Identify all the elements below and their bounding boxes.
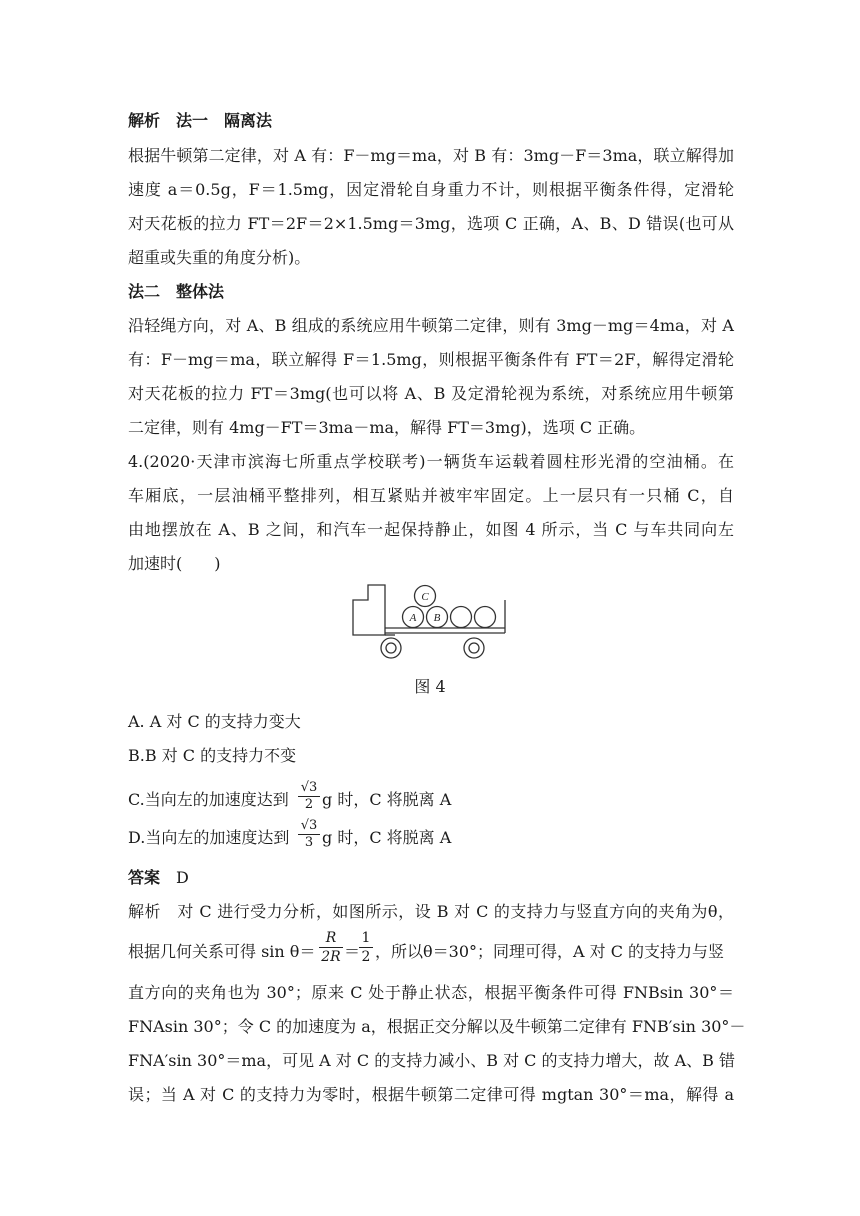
fraction-denominator: 3 (304, 835, 314, 850)
text-line: 有：F－mg＝ma，联立解得 F＝1.5mg，则根据平衡条件有 FT＝2F，解得定滑轮 (128, 350, 734, 369)
option-a: A. A 对 C 的支持力变大 (128, 712, 301, 731)
fraction (319, 929, 343, 966)
figure-caption: 图 4 (414, 677, 446, 696)
analysis-line: 误；当 A 对 C 的支持力为零时，根据牛顿第二定律可得 mgtan 30°＝ma，解得 a (128, 1085, 734, 1104)
analysis-line-fraction (128, 929, 734, 975)
option-c-prefix: C.当向左的加速度达到 (128, 790, 289, 809)
label-a: A (409, 612, 417, 624)
option-d (128, 818, 734, 858)
fraction-numerator: R (319, 929, 343, 948)
fraction-numerator: √3 (298, 818, 320, 835)
fraction-denominator: 2 (361, 949, 371, 965)
text-line: 对天花板的拉力 FT＝3mg(也可以将 A、B 及定滑轮视为系统，对系统应用牛顿第 (128, 384, 734, 403)
fraction-denominator: 2R (321, 949, 341, 965)
answer-value: D (176, 868, 189, 887)
text-line: 沿轻绳方向，对 A、B 组成的系统应用牛顿第二定律，则有 3mg－mg＝4ma，对 A (128, 316, 734, 335)
drum (475, 607, 496, 628)
answer-line (128, 867, 734, 889)
label-b: B (433, 612, 441, 624)
text-line: 车厢底，一层油桶平整排列，相互紧贴并被牢牢固定。上一层只有一只桶 C，自 (128, 486, 734, 505)
fraction-numerator: √3 (298, 780, 320, 797)
drum (451, 607, 472, 628)
analysis-prefix: 根据几何关系可得 sin θ＝ (128, 942, 316, 961)
text-line: 由地摆放在 A、B 之间，和汽车一起保持静止，如图 4 所示，当 C 与车共同向左 (128, 520, 734, 539)
text-line: 二定律，则有 4mg－FT＝3ma－ma，解得 FT＝3mg)，选项 C 正确。 (128, 418, 646, 437)
analysis-line: FNA′sin 30°＝ma，可见 A 对 C 的支持力减小、B 对 C 的支持力增大，故 A、B 错 (128, 1051, 735, 1070)
analysis-line: 直方向的夹角也为 30°；原来 C 处于静止状态，根据平衡条件可得 FNBsin 30°＝ (128, 983, 734, 1002)
equals-sign: ＝ (344, 942, 361, 961)
analysis-line: 解析 对 C 进行受力分析，如图所示，设 B 对 C 的支持力与竖直方向的夹角为θ， (128, 902, 734, 921)
option-b: B.B 对 C 的支持力不变 (128, 746, 297, 765)
text-line: 根据牛顿第二定律，对 A 有：F－mg＝ma，对 B 有：3mg－F＝3ma，联立解得加 (128, 146, 734, 165)
analysis-line: FNAsin 30°；令 C 的加速度为 a，根据正交分解以及牛顿第二定律有 FNB′sin 30°－ (128, 1017, 746, 1036)
front-wheel (381, 638, 401, 658)
fraction (359, 929, 373, 966)
answer-label: 答案 (128, 868, 161, 887)
rear-wheel (464, 638, 484, 658)
option-d-suffix: g 时，C 将脱离 A (322, 828, 452, 847)
option-d-prefix: D.当向左的加速度达到 (128, 828, 290, 847)
truck-cab (353, 585, 385, 635)
label-c: C (421, 591, 429, 603)
text-line: 对天花板的拉力 FT＝2F＝2×1.5mg＝3mg，选项 C 正确，A、B、D 错误(也可从 (128, 214, 734, 233)
fraction-denominator: 2 (304, 797, 314, 812)
solution-heading: 解析 法一 隔离法 (128, 111, 273, 130)
option-c-suffix: g 时，C 将脱离 A (322, 790, 452, 809)
truck-figure (350, 580, 510, 660)
fraction (298, 818, 320, 851)
fraction-numerator: 1 (359, 929, 373, 948)
analysis-suffix: ，所以θ＝30°；同理可得，A 对 C 的支持力与竖 (375, 942, 725, 961)
question-4-stem: 4.(2020·天津市滨海七所重点学校联考)一辆货车运载着圆柱形光滑的空油桶。在 (128, 452, 734, 471)
method-two-heading: 法二 整体法 (128, 282, 225, 301)
text-line: 加速时( ) (128, 554, 221, 573)
option-c (128, 780, 734, 820)
fraction (298, 780, 320, 813)
text-line: 速度 a＝0.5g，F＝1.5mg，因定滑轮自身重力不计，则根据平衡条件得，定滑轮 (128, 180, 734, 199)
text-line: 超重或失重的角度分析)。 (128, 248, 311, 267)
